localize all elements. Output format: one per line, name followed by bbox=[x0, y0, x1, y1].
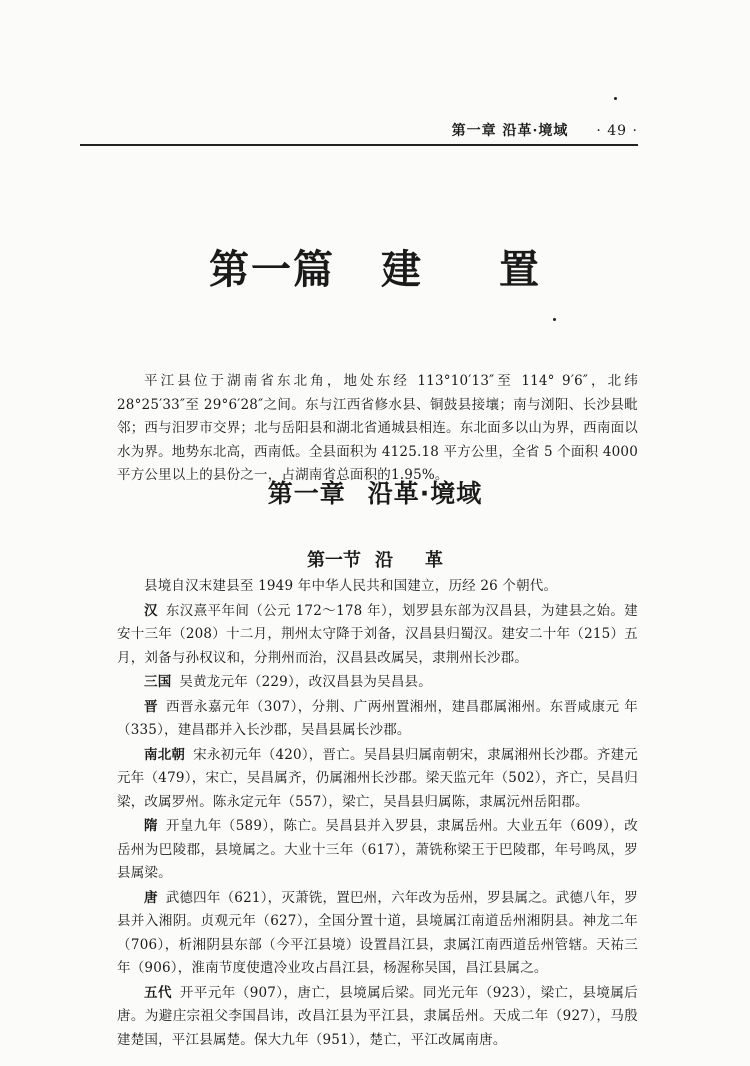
era-paragraph bbox=[117, 600, 638, 671]
speck-mark-top bbox=[614, 97, 617, 100]
era-name: 隋 bbox=[144, 818, 158, 834]
part-word-2: 置 bbox=[499, 247, 541, 293]
era-paragraph bbox=[117, 982, 638, 1053]
era-paragraph bbox=[117, 815, 638, 886]
header-text bbox=[452, 120, 638, 140]
era-name: 晋 bbox=[144, 698, 158, 715]
era-text: 宋永初元年（420），晋亡。吴昌县归属南朝宋，隶属湘州长沙郡。齐建元元年（479），宋亡，吴昌属齐，仍属湘州长沙郡。梁天监元年（502），齐亡，吴昌归梁，改属罗州。陈永定元年（557），梁亡，吴昌县归属陈，隶属沅州岳阳郡。 bbox=[117, 746, 638, 810]
section-number: 第一节 bbox=[307, 550, 361, 571]
section-body bbox=[117, 575, 638, 1052]
era-name: 唐 bbox=[144, 889, 158, 906]
era-name: 汉 bbox=[144, 602, 158, 619]
era-paragraph bbox=[117, 744, 638, 815]
era-name: 五代 bbox=[144, 984, 172, 1001]
page-number: · 49 · bbox=[596, 123, 638, 139]
part-title bbox=[0, 238, 750, 295]
era-text: 开皇九年（589），陈亡。吴昌县并入罗县，隶属岳州。大业五年（609），改岳州为巴陵郡，县境属之。大业十三年（617），萧铣称梁王于巴陵郡，年号鸣凤，罗县属梁。 bbox=[117, 818, 639, 881]
part-word-1: 建 bbox=[381, 247, 423, 293]
era-list bbox=[117, 600, 638, 1053]
running-header bbox=[80, 118, 638, 146]
chapter-title bbox=[0, 474, 750, 510]
speck-mark-middle bbox=[553, 318, 556, 321]
intro-paragraph: 平江县位于湖南省东北角，地处东经 113°10′13″至 114° 9′6″，北纬 28°25′33″至 29°6′28″之间。东与江西省修水县、铜鼓县接壤；南与浏阳、长沙县毗邻；西与汨罗市交界；北与岳阳县和湖北省通城县相连。东北面多以山为界，西南面以水为界。地势东北高，西南低。全县面积为 4125.18 平方公里，全省 5 个面积 4000 平方公里以上的县份之一，占湖南省总面积的1.95%。 bbox=[117, 373, 638, 483]
section-lead-paragraph: 县境自汉末建县至 1949 年中华人民共和国建立，历经 26 个朝代。 bbox=[144, 578, 558, 594]
intro-paragraph-block bbox=[117, 370, 638, 488]
section-word-2: 革 bbox=[425, 550, 443, 571]
era-paragraph bbox=[117, 887, 638, 981]
section-word-1: 沿 bbox=[375, 550, 393, 571]
chapter-number: 第一章 bbox=[267, 479, 346, 508]
header-chapter: 第一章 沿革·境域 bbox=[451, 123, 569, 139]
chapter-name: 沿革·境域 bbox=[367, 479, 483, 508]
era-text: 东汉熹平年间（公元 172～178 年），划罗县东部为汉昌县，为建县之始。建安十三年（208）十二月，荆州太守降于刘备，汉昌县归蜀汉。建安二十年（215）五月，刘备与孙权议和，分荆州而治，汉昌县改属吴，隶荆州长沙郡。 bbox=[117, 602, 639, 666]
era-text: 西晋永嘉元年（307），分荆、广两州置湘州，建昌郡属湘州。东晋咸康元 年（335），建昌郡并入长沙郡，吴昌县属长沙郡。 bbox=[117, 698, 639, 738]
era-text: 武德四年（621），灭萧铣，置巴州，六年改为岳州，罗县属之。武德八年，罗县并入湘阴。贞观元年（627），全国分置十道，县境属江南道岳州湘阴县。神龙二年（706），析湘阴县东部（今平江县境）设置昌江县，隶属江南西道岳州管辖。天祐三年（906），淮南节度使遣冷业攻占昌江县，杨渥称吴国，昌江县属之。 bbox=[117, 889, 638, 976]
era-paragraph bbox=[117, 696, 638, 743]
era-name: 三国 bbox=[144, 674, 172, 690]
part-number: 第一篇 bbox=[209, 247, 335, 293]
era-text: 吴黄龙元年（229），改汉昌县为吴昌县。 bbox=[179, 674, 432, 690]
section-title bbox=[0, 546, 750, 572]
era-paragraph bbox=[117, 671, 638, 695]
era-text: 开平元年（907），唐亡，县境属后梁。同光元年（923），梁亡，县境属后唐。为避庄宗祖父李国昌讳，改昌江县为平江县，隶属岳州。天成二年（927），马殷建楚国，平江县属楚。保大九年（951），楚亡，平江改属南唐。 bbox=[117, 984, 639, 1048]
era-name: 南北朝 bbox=[144, 746, 186, 763]
